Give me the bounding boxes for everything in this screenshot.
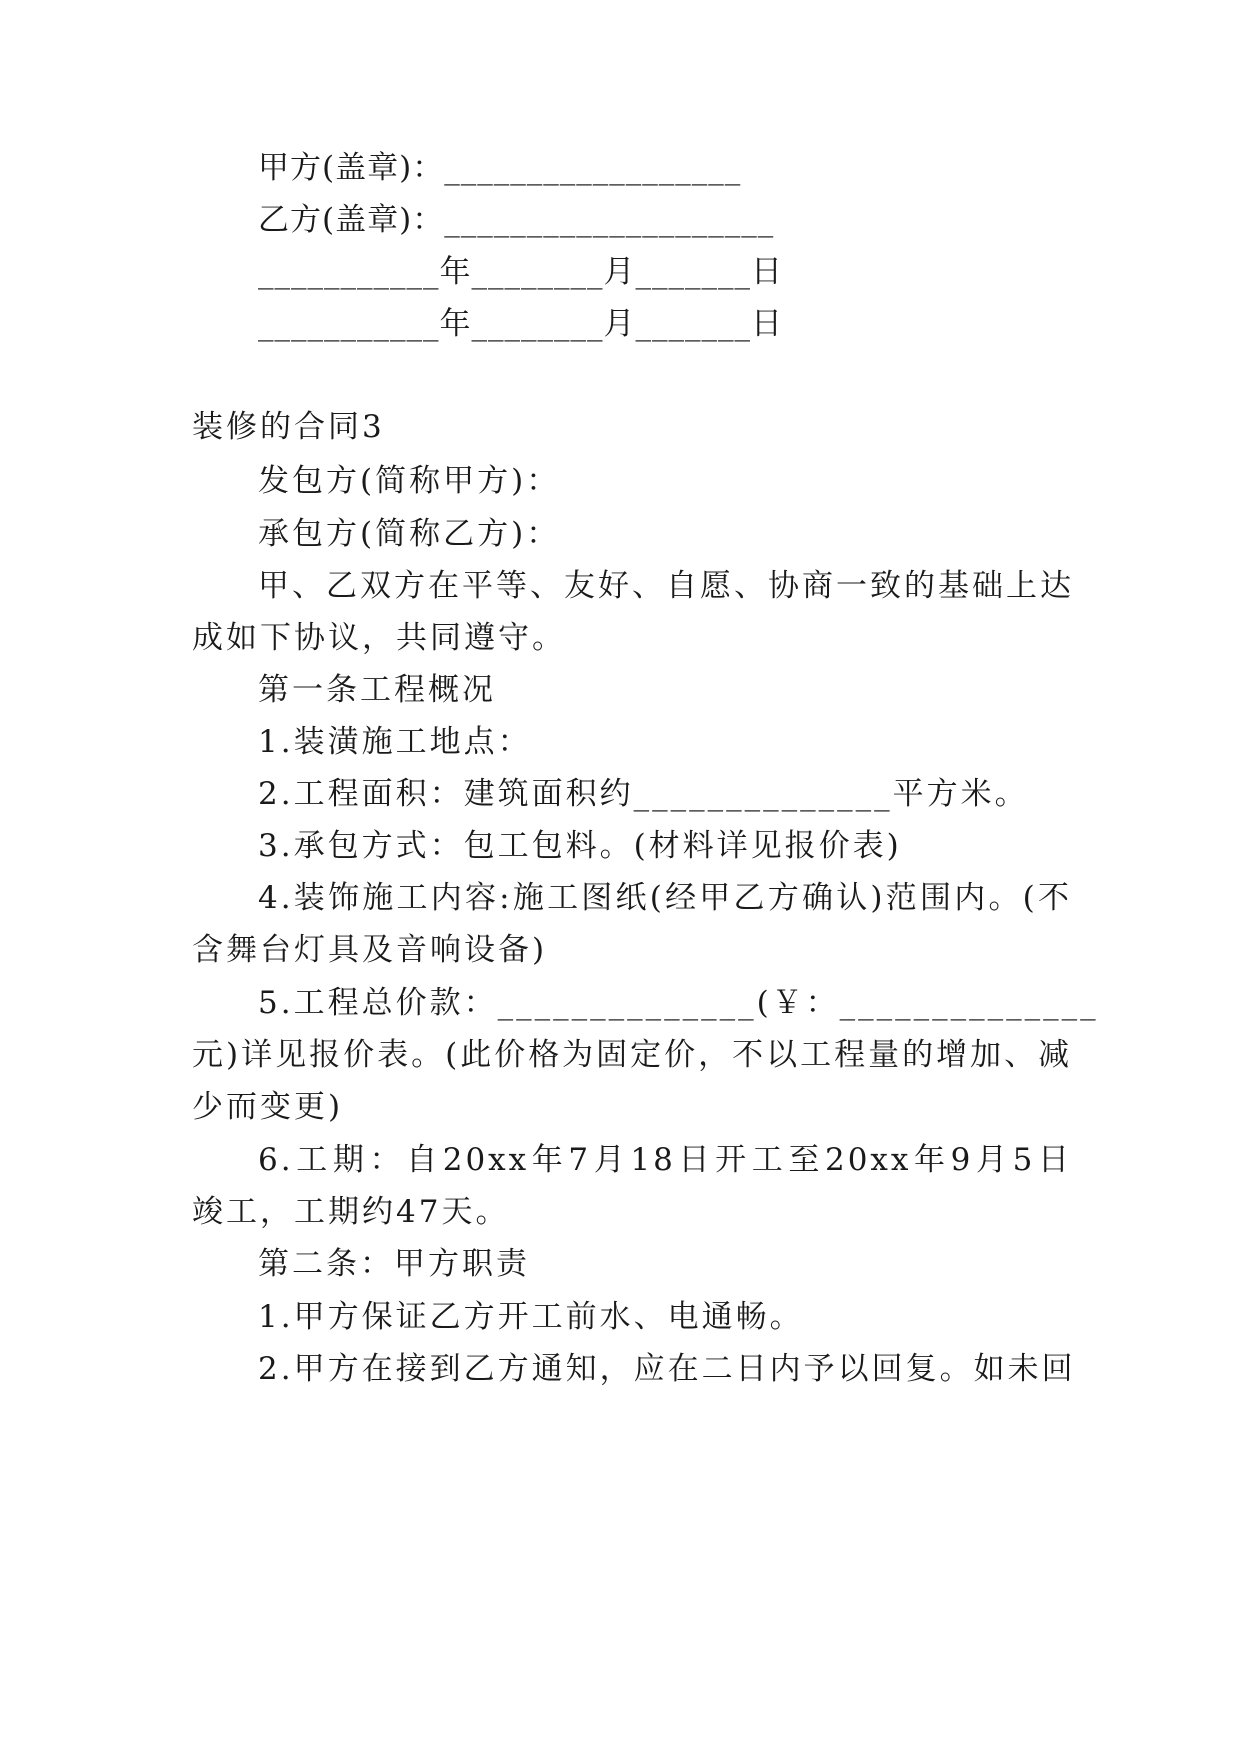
item-5-line-2: 元)详见报价表。(此价格为固定价，不以工程量的增加、减 <box>192 1037 1073 1073</box>
duty-1-line: 1.甲方保证乙方开工前水、电通畅。 <box>258 1299 804 1335</box>
item-4-line-1: 4.装饰施工内容:施工图纸(经甲乙方确认)范围内。(不 <box>258 880 1072 916</box>
item-2-area: 2.工程面积：建筑面积约______________平方米。 <box>258 776 1029 812</box>
party-b-seal-line: 乙方(盖章)：____________________ <box>258 202 775 238</box>
article-1-heading: 第一条工程概况 <box>258 672 496 708</box>
date-line-1: ___________年________月_______日 <box>258 254 783 290</box>
item-1-location: 1.装潢施工地点： <box>258 724 532 760</box>
item-4-line-2: 含舞台灯具及音响设备) <box>192 932 548 968</box>
intro-paragraph-line-2: 成如下协议，共同遵守。 <box>192 620 566 656</box>
intro-paragraph-line-1: 甲、乙双方在平等、友好、自愿、协商一致的基础上达 <box>258 568 1074 604</box>
contractor-party-line: 承包方(简称乙方)： <box>258 516 561 552</box>
duty-2-line: 2.甲方在接到乙方通知，应在二日内予以回复。如未回 <box>258 1351 1076 1387</box>
client-party-line: 发包方(简称甲方)： <box>258 463 561 499</box>
date-line-2: ___________年________月_______日 <box>258 306 783 342</box>
party-a-seal-line: 甲方(盖章)：__________________ <box>258 150 742 186</box>
article-2-heading: 第二条：甲方职责 <box>258 1246 530 1282</box>
item-5-line-1: 5.工程总价款：______________(￥：______________ <box>258 985 1099 1021</box>
contract-title: 装修的合同3 <box>192 409 385 445</box>
item-6-line-2: 竣工，工期约47天。 <box>192 1194 510 1230</box>
item-3-contract-mode: 3.承包方式：包工包料。(材料详见报价表) <box>258 828 902 864</box>
item-6-line-1: 6.工期：自20xx年7月18日开工至20xx年9月5日 <box>258 1142 1073 1178</box>
item-5-line-3: 少而变更) <box>192 1089 344 1125</box>
